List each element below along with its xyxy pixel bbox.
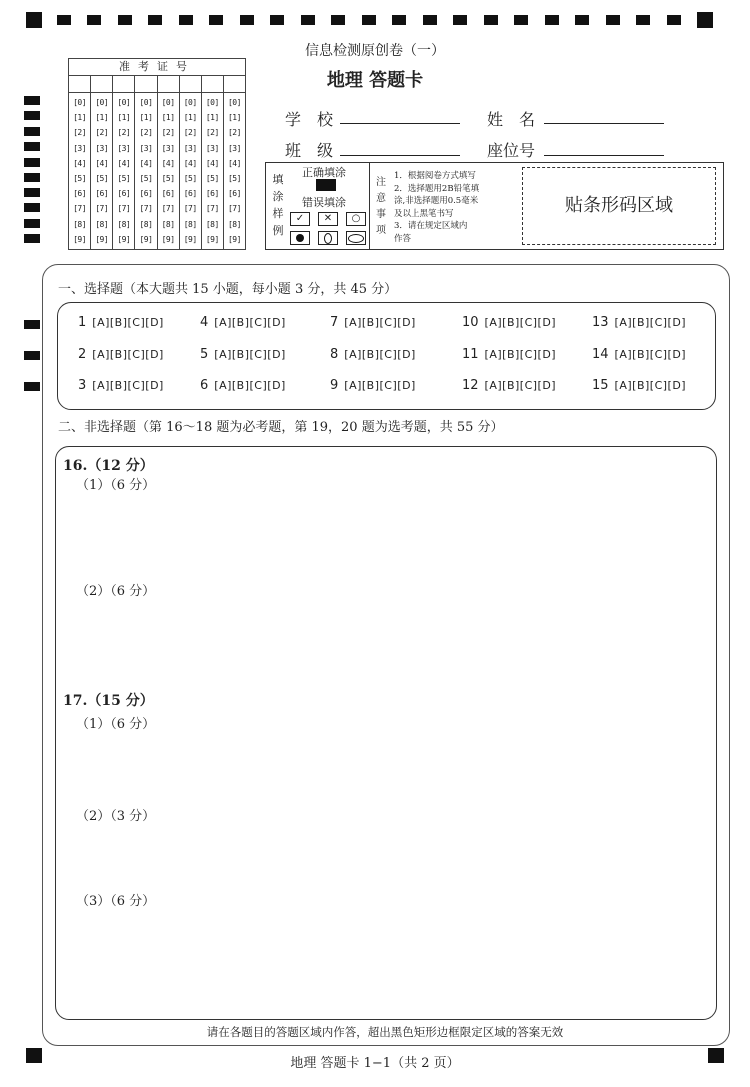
timing-mark bbox=[484, 15, 498, 25]
admission-digit-column bbox=[135, 93, 157, 249]
admission-digit-column bbox=[113, 93, 135, 249]
choice-question bbox=[462, 378, 556, 393]
digit-bubble[interactable]: [9] bbox=[205, 234, 219, 244]
question-number: 12 bbox=[462, 378, 479, 393]
digit-bubble[interactable]: [7] bbox=[161, 204, 175, 214]
digit-bubble[interactable]: [8] bbox=[73, 219, 87, 229]
question-number: 14 bbox=[592, 347, 609, 362]
timing-mark bbox=[209, 15, 223, 25]
digit-bubble[interactable]: [6] bbox=[95, 189, 109, 199]
digit-bubble[interactable]: [2] bbox=[161, 128, 175, 138]
digit-bubble[interactable]: [0] bbox=[183, 98, 197, 107]
digit-bubble[interactable]: [7] bbox=[117, 204, 131, 214]
digit-bubble[interactable]: [1] bbox=[183, 113, 197, 123]
side-timing-mark bbox=[24, 96, 40, 105]
oval-mark-icon bbox=[346, 231, 366, 245]
question-number: 3 bbox=[78, 378, 87, 393]
admission-number-grid bbox=[68, 58, 246, 250]
digit-bubble[interactable]: [7] bbox=[205, 204, 219, 214]
digit-bubble[interactable]: [0] bbox=[117, 98, 131, 107]
digit-bubble[interactable]: [4] bbox=[117, 158, 131, 168]
timing-mark bbox=[453, 15, 467, 25]
bottom-left-marker bbox=[26, 1048, 42, 1063]
admission-digit-column bbox=[202, 93, 224, 249]
question-number: 15 bbox=[592, 378, 609, 393]
admission-digit-column bbox=[91, 93, 113, 249]
question-number: 9 bbox=[330, 378, 339, 393]
digit-bubble[interactable]: [7] bbox=[73, 204, 87, 214]
timing-mark bbox=[514, 15, 528, 25]
digit-bubble[interactable]: [6] bbox=[139, 189, 153, 199]
digit-bubble[interactable]: [5] bbox=[161, 173, 175, 183]
q16-label: 16.（12 分） bbox=[63, 458, 154, 474]
seat-label: 座位号 bbox=[487, 141, 536, 160]
digit-bubble[interactable]: [3] bbox=[73, 143, 87, 153]
option-bubbles[interactable]: [A][B][C][D] bbox=[484, 379, 557, 392]
admission-digit-column bbox=[224, 93, 245, 249]
option-bubbles[interactable]: [A][B][C][D] bbox=[214, 316, 286, 329]
side-timing-mark bbox=[24, 142, 40, 151]
choice-question bbox=[592, 378, 686, 393]
digit-bubble[interactable]: [5] bbox=[73, 173, 87, 183]
bottom-right-marker bbox=[708, 1048, 724, 1063]
digit-bubble[interactable]: [1] bbox=[95, 113, 109, 123]
digit-bubble[interactable]: [3] bbox=[139, 143, 153, 153]
digit-bubble[interactable]: [6] bbox=[205, 189, 219, 199]
choice-question bbox=[330, 315, 416, 330]
option-bubbles[interactable]: [A][B][C][D] bbox=[214, 348, 286, 361]
choice-question bbox=[592, 347, 686, 362]
timing-mark bbox=[179, 15, 193, 25]
digit-bubble[interactable]: [4] bbox=[161, 158, 175, 168]
dot-mark-icon bbox=[290, 231, 310, 245]
timing-mark bbox=[392, 15, 406, 25]
digit-bubble[interactable]: [7] bbox=[227, 204, 241, 214]
exam-subtitle: 信息检测原创卷（一） bbox=[305, 43, 445, 59]
admission-digit-columns bbox=[69, 93, 245, 249]
side-timing-mark bbox=[24, 127, 40, 136]
q16-part2-label: （2）（6 分） bbox=[76, 584, 156, 599]
digit-bubble[interactable]: [5] bbox=[205, 173, 219, 183]
choice-question bbox=[200, 315, 286, 330]
digit-bubble[interactable]: [9] bbox=[73, 234, 87, 244]
admission-number-label: 准考证号 bbox=[69, 59, 245, 76]
question-number: 13 bbox=[592, 315, 609, 330]
side-timing-mark bbox=[24, 320, 40, 329]
question-number: 7 bbox=[330, 315, 339, 330]
digit-bubble[interactable]: [0] bbox=[95, 98, 109, 107]
digit-bubble[interactable]: [3] bbox=[95, 143, 109, 153]
side-timing-mark bbox=[24, 173, 40, 182]
timing-mark bbox=[606, 15, 620, 25]
option-bubbles[interactable]: [A][B][C][D] bbox=[614, 379, 687, 392]
digit-bubble[interactable]: [9] bbox=[183, 234, 197, 244]
digit-bubble[interactable]: [6] bbox=[161, 189, 175, 199]
admission-digit-column bbox=[69, 93, 91, 249]
digit-bubble[interactable]: [9] bbox=[95, 234, 109, 244]
name-field[interactable] bbox=[544, 123, 664, 124]
digit-bubble[interactable]: [3] bbox=[183, 143, 197, 153]
admission-number-write-row[interactable] bbox=[69, 76, 245, 93]
timing-mark bbox=[118, 15, 132, 25]
timing-mark bbox=[667, 15, 681, 25]
digit-bubble[interactable]: [8] bbox=[227, 219, 241, 229]
barcode-label: 贴条形码区域 bbox=[565, 195, 673, 216]
option-bubbles[interactable]: [A][B][C][D] bbox=[214, 379, 286, 392]
digit-bubble[interactable]: [9] bbox=[227, 234, 241, 244]
digit-bubble[interactable]: [4] bbox=[73, 158, 87, 168]
choice-question bbox=[78, 378, 164, 393]
digit-bubble[interactable]: [6] bbox=[183, 189, 197, 199]
digit-bubble[interactable]: [0] bbox=[73, 98, 87, 107]
q17-part3-label: （3）（6 分） bbox=[76, 894, 156, 909]
footer-warning: 请在各题目的答题区域内作答，超出黑色矩形边框限定区域的答案无效 bbox=[206, 1025, 564, 1039]
option-bubbles[interactable]: [A][B][C][D] bbox=[92, 348, 164, 361]
top-timing-marks bbox=[26, 12, 726, 28]
side-timing-mark bbox=[24, 158, 40, 167]
digit-bubble[interactable]: [0] bbox=[161, 98, 175, 107]
digit-bubble[interactable]: [4] bbox=[183, 158, 197, 168]
option-bubbles[interactable]: [A][B][C][D] bbox=[484, 316, 557, 329]
digit-bubble[interactable]: [3] bbox=[161, 143, 175, 153]
timing-mark bbox=[575, 15, 589, 25]
question-number: 5 bbox=[200, 347, 209, 362]
class-field[interactable] bbox=[340, 155, 460, 156]
digit-bubble[interactable]: [3] bbox=[227, 143, 241, 153]
option-bubbles[interactable]: [A][B][C][D] bbox=[344, 316, 416, 329]
question-number: 4 bbox=[200, 315, 209, 330]
option-bubbles[interactable]: [A][B][C][D] bbox=[92, 379, 164, 392]
digit-bubble[interactable]: [2] bbox=[117, 128, 131, 138]
digit-bubble[interactable]: [2] bbox=[139, 128, 153, 138]
correct-fill-mark bbox=[316, 179, 336, 191]
digit-bubble[interactable]: [7] bbox=[183, 204, 197, 214]
digit-bubble[interactable]: [2] bbox=[73, 128, 87, 138]
digit-bubble[interactable]: [2] bbox=[183, 128, 197, 138]
digit-bubble[interactable]: [0] bbox=[139, 98, 153, 107]
q16-part1-label: （1）（6 分） bbox=[76, 478, 156, 493]
correct-fill-label: 正确填涂 bbox=[302, 166, 346, 179]
section2-title: 二、非选择题（第 16～18 题为必考题，第 19，20 题为选考题，共 55 分） bbox=[58, 420, 504, 435]
digit-bubble[interactable]: [1] bbox=[139, 113, 153, 123]
name-label: 姓 名 bbox=[487, 110, 536, 129]
timing-mark bbox=[301, 15, 315, 25]
timing-mark bbox=[240, 15, 254, 25]
digit-bubble[interactable]: [7] bbox=[95, 204, 109, 214]
circle-mark-icon: ○ bbox=[346, 212, 366, 226]
option-bubbles[interactable]: [A][B][C][D] bbox=[92, 316, 164, 329]
timing-mark bbox=[87, 15, 101, 25]
digit-bubble[interactable]: [9] bbox=[139, 234, 153, 244]
choice-question bbox=[78, 347, 164, 362]
question-number: 1 bbox=[78, 315, 87, 330]
class-label: 班 级 bbox=[285, 141, 334, 160]
option-bubbles[interactable]: [A][B][C][D] bbox=[614, 348, 687, 361]
timing-mark bbox=[636, 15, 650, 25]
digit-bubble[interactable]: [3] bbox=[205, 143, 219, 153]
choice-question bbox=[592, 315, 686, 330]
digit-bubble[interactable]: [2] bbox=[227, 128, 241, 138]
digit-bubble[interactable]: [0] bbox=[205, 98, 219, 107]
timing-mark bbox=[362, 15, 376, 25]
question-number: 2 bbox=[78, 347, 87, 362]
question-number: 6 bbox=[200, 378, 209, 393]
digit-bubble[interactable]: [8] bbox=[183, 219, 197, 229]
digit-bubble[interactable]: [5] bbox=[95, 173, 109, 183]
digit-bubble[interactable]: [0] bbox=[227, 98, 241, 107]
notes-text: 1．根据阅卷方式填写 2．选择题用2B铅笔填 涂,非选择题用0.5毫米 及以上黑笔书写 3．请在规定区域内 作答 bbox=[394, 171, 480, 244]
section1-title: 一、选择题（本大题共 15 小题，每小题 3 分，共 45 分） bbox=[58, 282, 398, 297]
digit-bubble[interactable]: [6] bbox=[117, 189, 131, 199]
option-bubbles[interactable]: [A][B][C][D] bbox=[484, 348, 557, 361]
fill-sample-box bbox=[265, 162, 724, 250]
choice-question bbox=[200, 347, 286, 362]
side-timing-mark bbox=[24, 234, 40, 243]
timing-mark bbox=[545, 15, 559, 25]
digit-bubble[interactable]: [1] bbox=[117, 113, 131, 123]
digit-bubble[interactable]: [8] bbox=[117, 219, 131, 229]
q17-label: 17.（15 分） bbox=[63, 693, 154, 709]
digit-bubble[interactable]: [4] bbox=[95, 158, 109, 168]
digit-bubble[interactable]: [4] bbox=[139, 158, 153, 168]
digit-bubble[interactable]: [6] bbox=[227, 189, 241, 199]
choice-question bbox=[330, 347, 416, 362]
zero-mark-icon bbox=[318, 231, 338, 245]
digit-bubble[interactable]: [8] bbox=[95, 219, 109, 229]
side-timing-mark bbox=[24, 219, 40, 228]
digit-bubble[interactable]: [8] bbox=[139, 219, 153, 229]
digit-bubble[interactable]: [1] bbox=[161, 113, 175, 123]
school-field[interactable] bbox=[340, 123, 460, 124]
timing-mark bbox=[331, 15, 345, 25]
timing-mark bbox=[270, 15, 284, 25]
digit-bubble[interactable]: [2] bbox=[95, 128, 109, 138]
timing-mark bbox=[697, 12, 713, 28]
page-number: 地理 答题卡 1−1（共 2 页） bbox=[290, 1056, 460, 1071]
school-label: 学 校 bbox=[285, 110, 334, 129]
side-timing-mark bbox=[24, 351, 40, 360]
admission-digit-column bbox=[158, 93, 180, 249]
cross-mark-icon: ✕ bbox=[318, 212, 338, 226]
seat-field[interactable] bbox=[544, 155, 664, 156]
side-timing-mark bbox=[24, 203, 40, 212]
check-mark-icon: ✓ bbox=[290, 212, 310, 226]
timing-mark bbox=[26, 12, 42, 28]
question-number: 10 bbox=[462, 315, 479, 330]
fill-sample-side-label: 填 涂 样 例 bbox=[272, 173, 284, 237]
q17-part2-label: （2）（3 分） bbox=[76, 809, 156, 824]
barcode-area bbox=[522, 167, 716, 245]
choice-question bbox=[330, 378, 416, 393]
timing-mark bbox=[148, 15, 162, 25]
digit-bubble[interactable]: [5] bbox=[139, 173, 153, 183]
digit-bubble[interactable]: [9] bbox=[161, 234, 175, 244]
side-timing-mark bbox=[24, 188, 40, 197]
digit-bubble[interactable]: [4] bbox=[227, 158, 241, 168]
timing-mark bbox=[423, 15, 437, 25]
digit-bubble[interactable]: [5] bbox=[227, 173, 241, 183]
choice-question bbox=[78, 315, 164, 330]
choice-question bbox=[462, 347, 556, 362]
choice-question bbox=[200, 378, 286, 393]
option-bubbles[interactable]: [A][B][C][D] bbox=[614, 316, 687, 329]
option-bubbles[interactable]: [A][B][C][D] bbox=[344, 379, 416, 392]
question-number: 11 bbox=[462, 347, 479, 362]
side-timing-mark bbox=[24, 111, 40, 120]
digit-bubble[interactable]: [5] bbox=[183, 173, 197, 183]
digit-bubble[interactable]: [3] bbox=[117, 143, 131, 153]
wrong-fill-label: 错误填涂 bbox=[302, 196, 346, 209]
choice-question bbox=[462, 315, 556, 330]
q17-part1-label: （1）（6 分） bbox=[76, 717, 156, 732]
digit-bubble[interactable]: [7] bbox=[139, 204, 153, 214]
option-bubbles[interactable]: [A][B][C][D] bbox=[344, 348, 416, 361]
digit-bubble[interactable]: [1] bbox=[227, 113, 241, 123]
question-number: 8 bbox=[330, 347, 339, 362]
digit-bubble[interactable]: [1] bbox=[205, 113, 219, 123]
digit-bubble[interactable]: [2] bbox=[205, 128, 219, 138]
digit-bubble[interactable]: [9] bbox=[117, 234, 131, 244]
free-response-box[interactable] bbox=[55, 446, 717, 1020]
digit-bubble[interactable]: [4] bbox=[205, 158, 219, 168]
notes-side-label: 注 意 事 项 bbox=[376, 177, 386, 236]
timing-mark bbox=[57, 15, 71, 25]
digit-bubble[interactable]: [8] bbox=[161, 219, 175, 229]
digit-bubble[interactable]: [1] bbox=[73, 113, 87, 123]
digit-bubble[interactable]: [8] bbox=[205, 219, 219, 229]
digit-bubble[interactable]: [5] bbox=[117, 173, 131, 183]
digit-bubble[interactable]: [6] bbox=[73, 189, 87, 199]
page-title: 地理 答题卡 bbox=[326, 70, 424, 91]
side-timing-mark bbox=[24, 382, 40, 391]
admission-digit-column bbox=[180, 93, 202, 249]
